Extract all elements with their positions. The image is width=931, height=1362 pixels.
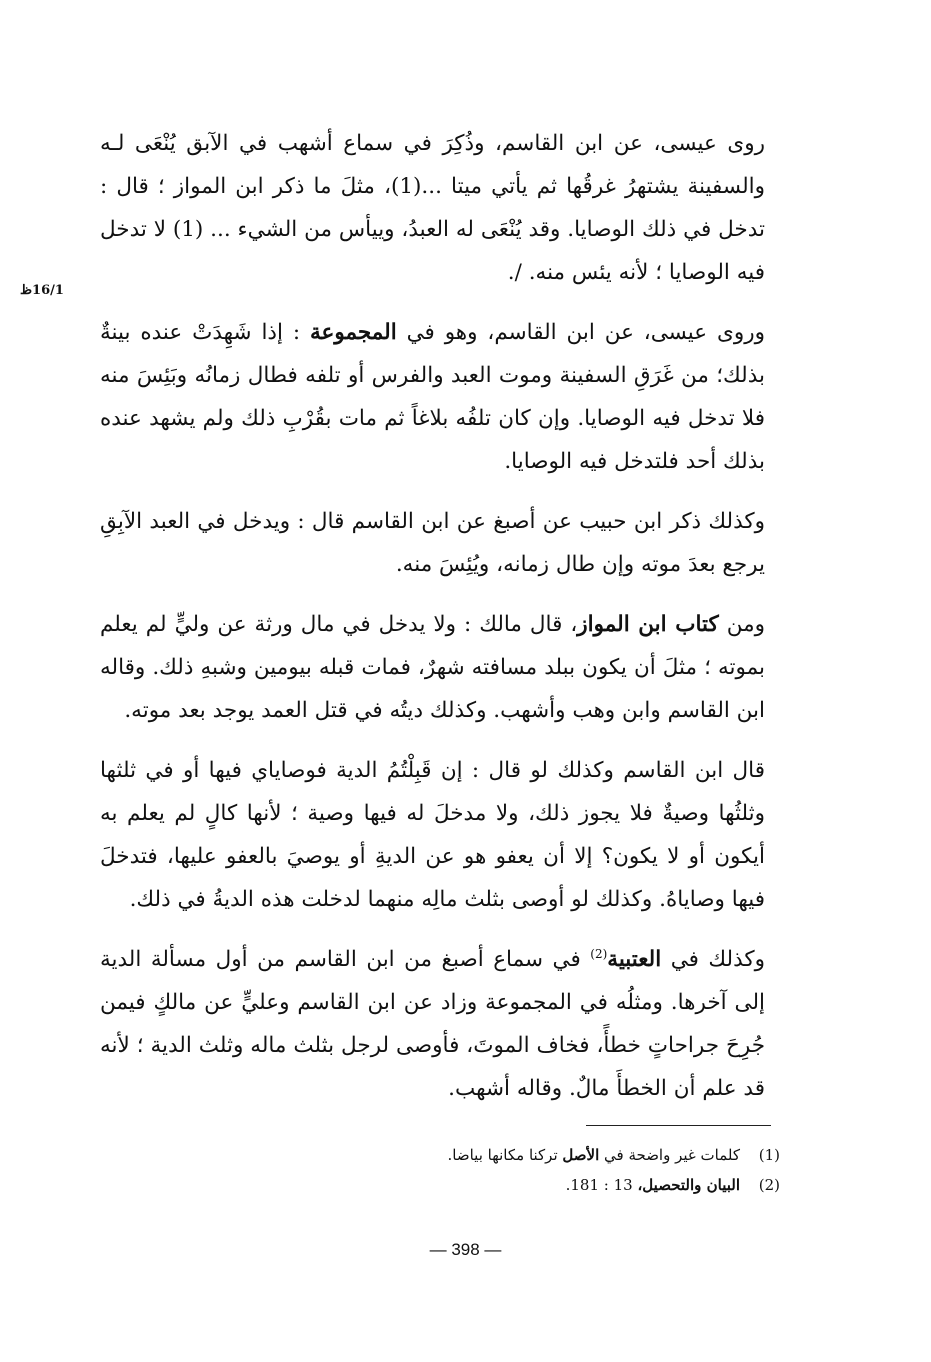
footnote-number: (1): [758, 1146, 780, 1164]
paragraph-text: في سماع أصبغ من ابن القاسم من أول مسألة الدية إلى آخرها. ومثلُه في المجموعة وزاد عن ابن القاسم وعليٍّ عن مالكٍ فيمن جُرِحَ جراحاتٍ خطأً، فخاف الموتَ، فأوصى لرجل بثلث ماله وثلث الدية ؛ لأنه قد علم أن الخطأَ مالٌ. وقاله أشهب.: [100, 947, 765, 1101]
paragraph-text: ، قال مالك : ولا يدخل في مال ورثة عن وليٍّ لم يعلم بموته ؛ مثلَ أن يكون ببلد مسافته شهرٌ، فمات قبله بيومين وشبهِ ذلك. وقاله ابن القاسم وابن وهب وأشهب. وكذلك ديتُه في قتل العمد يوجد بعد موته.: [100, 612, 765, 723]
source-title: كتاب ابن المواز: [577, 612, 719, 637]
paragraph-4: [100, 603, 765, 732]
paragraph-lead: ومن: [726, 612, 765, 637]
page-number: — 398 —: [429, 1240, 502, 1259]
footnote-divider: [586, 1125, 771, 1126]
footnote-text-before: كلمات غير واضحة في: [604, 1146, 740, 1164]
paragraph-text: قال ابن القاسم وكذلك لو قال : إن قَبِلْتُمُ الدية فوصاياي فيها أو في ثلثها وثلثُها وصيةٌ فلا يجوز ذلك، ولا مدخلَ له فيها وصية ؛ لأنها كالٍ لم يعلم به أيكون أو لا يكون؟ إلا أن يعفو هو عن الديةِ أو يوصيَ بالعفو عليها، فتدخلَ فيها وصاياهُ. وكذلك لو أوصى بثلث مالِه منهما لدخلت هذه الديةُ في ذلك.: [100, 758, 765, 912]
footnote-ref: (2): [590, 946, 608, 961]
source-title: المجموعة: [309, 320, 397, 345]
paragraph-text: : إذا شَهِدَتْ عنده بينةٌ بذلك؛ من غَرَقِ السفينة وموت العبد والفرس أو تلفه فطال زمانُه وبَئِسَ منه فلا تدخل فيه الوصايا. وإن كان تلفُه بلاغاً ثم مات بقُرْبِ ذلك ولم يشهد عنده بذلك أحد فلتدخل فيه الوصايا.: [100, 320, 765, 474]
main-text: [100, 122, 765, 1127]
footnote-text-after: تركنا مكانها بياضا.: [447, 1146, 558, 1164]
paragraph-2: [100, 311, 765, 483]
paragraph-text: روى عيسى، عن ابن القاسم، وذُكِرَ في سماع أشهب في الآبق يُنْعَى لـه والسفينة يشتهرُ غرقُها ثم يأتي ميتا ...(1)، مثلَ ما ذكر ابن المواز ؛ قال : تدخل في ذلك الوصايا. وقد يُنْعَى له العبدُ، وييأس من الشيء ... (1) لا تدخل فيه الوصايا ؛ لأنه يئس منه. /.: [100, 131, 765, 285]
footnote-text: [300, 1170, 740, 1200]
footnote-1: [300, 1140, 780, 1170]
source-title: العتبية: [607, 947, 662, 972]
paragraph-5: [100, 749, 765, 921]
paragraph-3: [100, 500, 765, 586]
footnote-source: البيان والتحصيل،: [637, 1176, 740, 1194]
margin-folio-note: 16/1ظ: [20, 283, 64, 298]
footnotes: [300, 1140, 780, 1200]
paragraph-1: [100, 122, 765, 294]
paragraph-lead: وروى عيسى، عن ابن القاسم، وهو في: [406, 320, 765, 345]
paragraph-text: وكذلك ذكر ابن حبيب عن أصبغ عن ابن القاسم قال : ويدخل في العبد الآبِقِ يرجع بعدَ موته وإن طال زمانه، ويُئِسَ منه.: [100, 509, 765, 577]
footnote-text-after: 13 : 181.: [565, 1176, 633, 1194]
footnote-2: [300, 1170, 780, 1200]
paragraph-6: [100, 938, 765, 1110]
footnote-number: (2): [758, 1176, 780, 1194]
paragraph-lead: وكذلك في: [670, 947, 765, 972]
footnote-source: الأصل: [562, 1146, 600, 1164]
footnote-text: [300, 1140, 740, 1170]
